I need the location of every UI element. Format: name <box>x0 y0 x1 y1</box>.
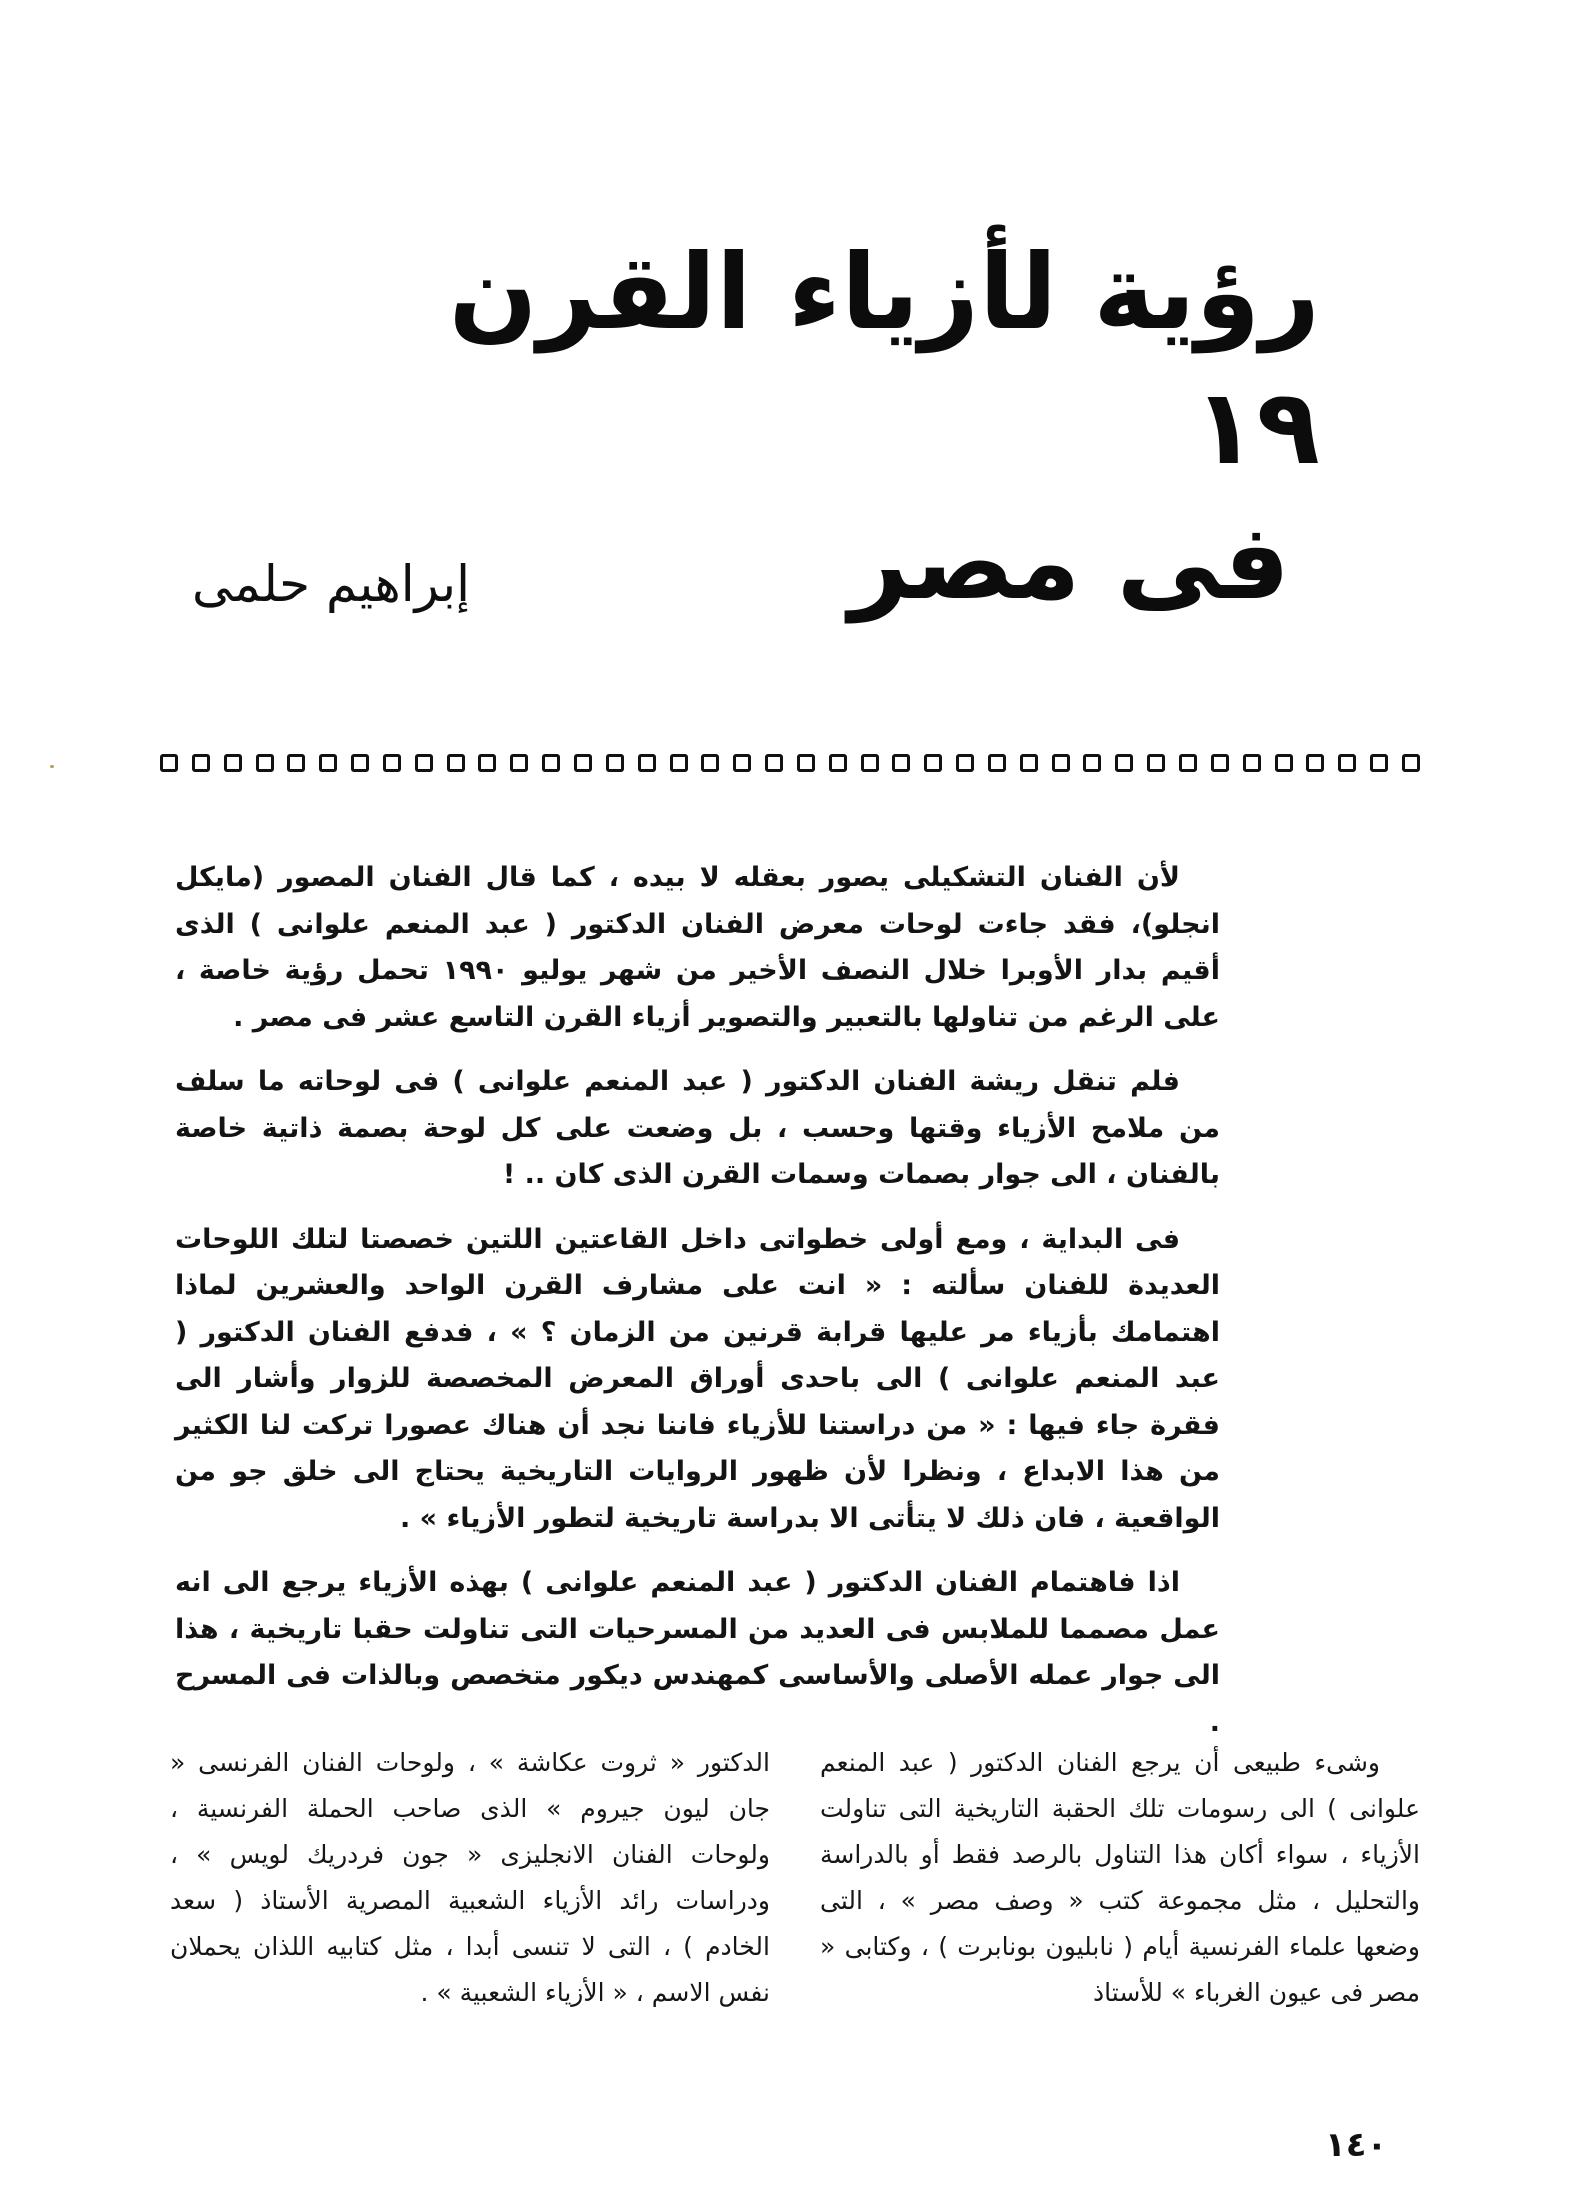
divider-box <box>160 754 178 772</box>
divider-box <box>1275 754 1293 772</box>
divider-box <box>829 754 847 772</box>
author-name: إبراهيم حلمى <box>192 555 470 613</box>
divider-box <box>861 754 879 772</box>
divider-box <box>1306 754 1324 772</box>
divider-box <box>701 754 719 772</box>
divider-box <box>1052 754 1070 772</box>
divider-box <box>765 754 783 772</box>
article-intro-body <box>175 855 1220 1764</box>
divider-box <box>542 754 560 772</box>
divider-box <box>574 754 592 772</box>
divider-box <box>1083 754 1101 772</box>
divider-box <box>1020 754 1038 772</box>
divider-box <box>892 754 910 772</box>
title-line-2: فى مصر <box>848 501 1290 623</box>
divider-box <box>956 754 974 772</box>
divider-box <box>415 754 433 772</box>
paragraph-4: اذا فاهتمام الفنان الدكتور ( عبد المنعم علوانى ) بهذه الأزياء يرجع الى انه عمل مصمما للملابس فى العديد من المسرحيات التى تناولت حقبا تاريخية ، هذا الى جوار عمله الأصلى والأساسى كمهندس ديكور متخصص وبالذات فى المسرح . <box>175 1567 1220 1738</box>
paragraph-3: فى البداية ، ومع أولى خطواتى داخل القاعتين اللتين خصصتا لتلك اللوحات العديدة للفنان سألته : « انت على مشارف القرن الواحد والعشرين لماذا اهتمامك بأزياء مر عليها قرابة قرنين من الزمان ؟ » ، فدفع الفنان الدكتور ( عبد المنعم علوانى ) الى باحدى أوراق المعرض المخصصة للزوار وأشار الى فقرة جاء فيها : « من دراستنا للأزياء فاننا نجد أن هناك عصورا تركت لنا الكثير من هذا الابداع ، ونظرا لأن ظهور الروايات التاريخية يحتاج الى خلق جو من الواقعية ، فان ذلك لا يتأتى الا بدراسة تاريخية لتطور الأزياء » . <box>175 1223 1220 1534</box>
divider-box <box>256 754 274 772</box>
divider-box <box>1243 754 1261 772</box>
divider-box <box>797 754 815 772</box>
divider-box <box>319 754 337 772</box>
divider-box <box>1370 754 1388 772</box>
divider-box <box>988 754 1006 772</box>
divider-box <box>1115 754 1133 772</box>
divider-box <box>924 754 942 772</box>
article-title <box>320 225 1320 630</box>
divider-box <box>1147 754 1165 772</box>
divider-box <box>606 754 624 772</box>
divider-box <box>1211 754 1229 772</box>
title-line-1: رؤية لأزياء القرن ١٩ <box>448 231 1320 488</box>
divider-box <box>447 754 465 772</box>
divider-box <box>1338 754 1356 772</box>
divider-box <box>351 754 369 772</box>
divider-box <box>192 754 210 772</box>
divider-box <box>733 754 751 772</box>
column-left <box>170 1740 770 2016</box>
ornamental-divider <box>160 748 1420 778</box>
column-right-text: وشىء طبيعى أن يرجع الفنان الدكتور ( عبد المنعم علوانى ) الى رسومات تلك الحقبة التاريخية التى تناولت الأزياء ، سواء أكان هذا التناول بالرصد فقط أو بالدراسة والتحليل ، مثل مجموعة كتب « وصف مصر » ، التى وضعها علماء الفرنسية أيام ( نابليون بونابرت ) ، وكتابى « مصر فى عيون الغرباء » للأستاذ <box>820 1748 1420 2007</box>
divider-box <box>510 754 528 772</box>
divider-box <box>638 754 656 772</box>
column-left-text: الدكتور « ثروت عكاشة » ، ولوحات الفنان الفرنسى « جان ليون جيروم » الذى صاحب الحملة الفرنسية ، ولوحات الفنان الانجليزى « جون فردريك لويس » ، ودراسات رائد الأزياء الشعبية المصرية الأستاذ ( سعد الخادم ) ، التى لا تنسى أبدا ، مثل كتابيه اللذان يحملان نفس الاسم ، « الأزياء الشعبية » . <box>170 1748 770 2007</box>
divider-box <box>478 754 496 772</box>
scan-speck <box>50 765 54 768</box>
paragraph-2: فلم تنقل ريشة الفنان الدكتور ( عبد المنعم علوانى ) فى لوحاته ما سلف من ملامح الأزياء وقتها وحسب ، بل وضعت على كل لوحة بصمة ذاتية خاصة بالفنان ، الى جوار بصمات وسمات القرن الذى كان .. ! <box>175 1066 1220 1190</box>
page-number: ١٤٠ <box>1325 2125 1388 2165</box>
divider-box <box>1179 754 1197 772</box>
divider-box <box>287 754 305 772</box>
divider-box <box>1402 754 1420 772</box>
paragraph-1: لأن الفنان التشكيلى يصور بعقله لا بيده ، كما قال الفنان المصور (مايكل انجلو)، فقد جاءت لوحات معرض الفنان الدكتور ( عبد المنعم علوانى ) الذى أقيم بدار الأوبرا خلال النصف الأخير من شهر يوليو ١٩٩٠ تحمل رؤية خاصة ، على الرغم من تناولها بالتعبير والتصوير أزياء القرن التاسع عشر فى مصر . <box>175 862 1220 1033</box>
divider-box <box>670 754 688 772</box>
divider-box <box>383 754 401 772</box>
column-right <box>820 1740 1420 2016</box>
divider-box <box>224 754 242 772</box>
